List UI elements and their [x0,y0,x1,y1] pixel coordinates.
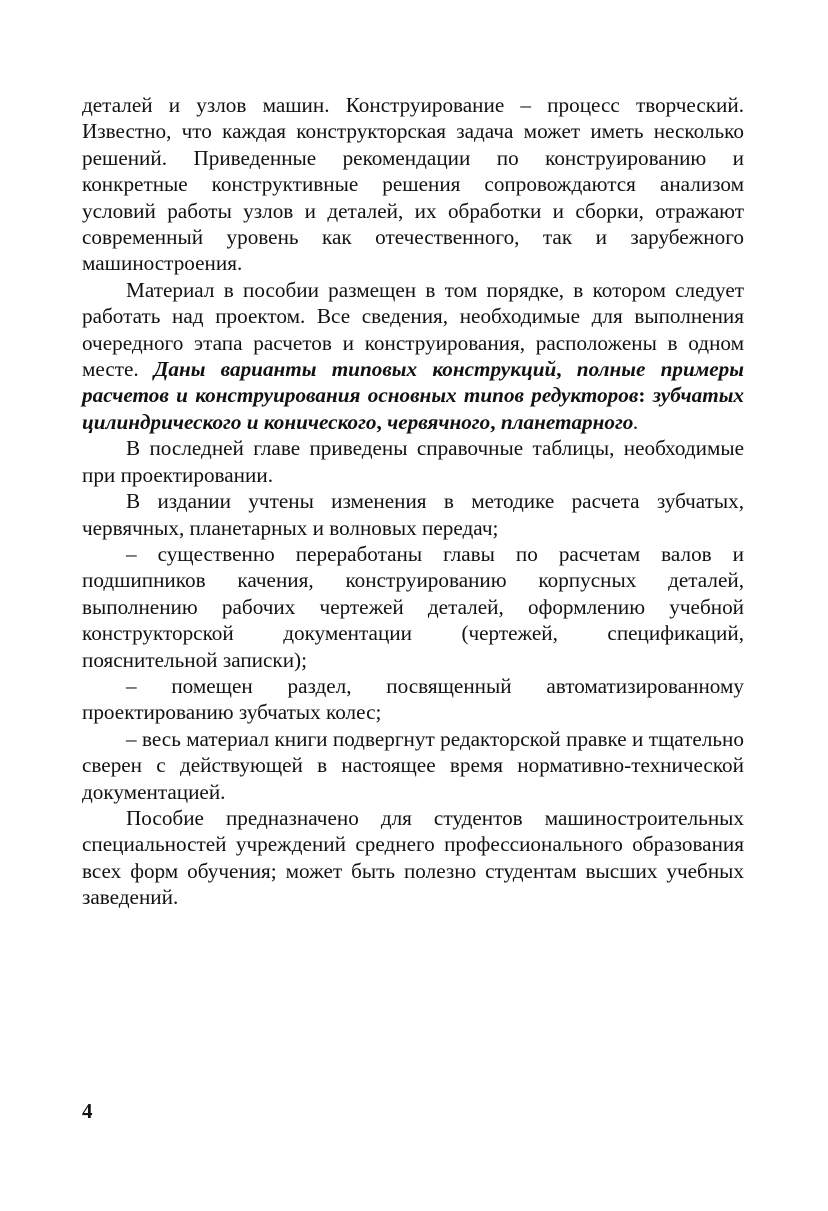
paragraph-material-text: Материал в пособии размещен в том порядке, в котором следует работать над проектом. Все сведения, необходимые для выполнения очередного этапа расчетов и конструирования, расположены в одном месте. [82,277,744,382]
list-item-automation: – помещен раздел, посвященный автоматизированному проектированию зубчатых колес; [82,673,744,725]
emphasis-worm: червячного [381,409,491,434]
paragraph-last-chapter: В последней главе приведены справочные таблицы, необходимые при проектировании. [82,436,744,487]
paragraph-material [82,277,744,435]
list-item-editing: – весь материал книги подвергнут редакторской правке и тщательно сверен с действующей в настоящее время нормативно-технической документацией. [82,726,744,804]
emphasis-planetary: планетарного [495,409,634,434]
emphasis-comma-3: , [490,409,496,434]
paragraph-intro: деталей и узлов машин. Конструирование – процесс творческий. Известно, что каждая конструкторская задача может иметь несколько решений. Приведенные рекомендации по конструированию и конкретные конструктивные решения сопровождаются анализом условий работы узлов и деталей, их обработки и сборки, отражают современный уровень как отечественного, так и зарубежного машиностроения. [82,93,744,276]
page-number: 4 [82,1099,93,1123]
emphasis-gear-types: зубчатых цилиндрического и конического [82,383,744,434]
emphasis-comma-2: , [376,409,382,434]
emphasis-colon: : [638,383,646,408]
emphasis-examples: полные примеры расчетов и конструирования основных типов редукторов [82,357,744,408]
emphasis-comma-1: , [556,357,562,382]
emphasis-variants: Даны варианты типовых конструкций [153,357,557,382]
paragraph-changes: В издании учтены изменения в методике расчета зубчатых, червячных, планетарных и волновых передач; [82,489,744,540]
page-body [82,92,744,911]
emphasis-period: . [633,409,639,434]
list-item-shafts: – существенно переработаны главы по расчетам валов и подшипников качения, конструированию корпусных деталей, выполнению рабочих чертежей деталей, оформлению учебной конструкторской документации (чертежей, спецификаций, пояснительной записки); [82,541,744,672]
paragraph-audience: Пособие предназначено для студентов машиностроительных специальностей учреждений среднего профессионального образования всех форм обучения; может быть полезно студентам высших учебных заведений. [82,805,744,910]
